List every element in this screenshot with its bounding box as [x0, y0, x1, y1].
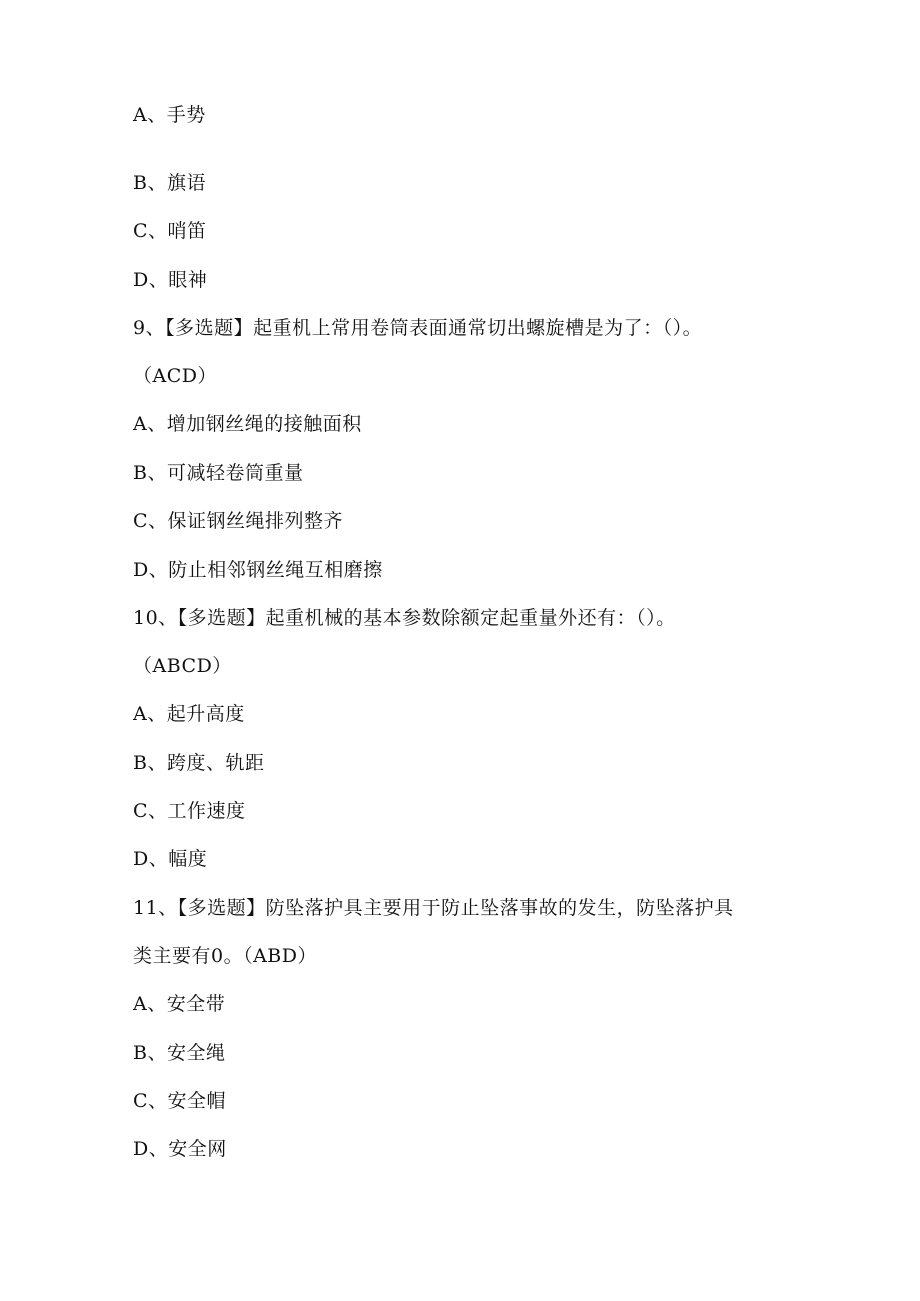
- question-stem: 9、【多选题】起重机上常用卷筒表面通常切出螺旋槽是为了：（）。: [133, 317, 703, 339]
- option-c: C、安全帽: [133, 1090, 227, 1112]
- question-stem: 11、【多选题】防坠落护具主要用于防止坠落事故的发生，防坠落护具: [133, 897, 734, 919]
- option-b: B、安全绳: [133, 1042, 226, 1064]
- question-answer: （ACD）: [133, 365, 217, 387]
- option-b: B、旗语: [133, 172, 206, 194]
- question-answer: （ABCD）: [133, 655, 232, 677]
- question-stem: 10、【多选题】起重机械的基本参数除额定起重量外还有：（）。: [133, 607, 676, 629]
- option-b: B、可减轻卷筒重量: [133, 462, 304, 484]
- question-stem-continued: 类主要有0。（ABD）: [133, 945, 318, 967]
- option-d: D、安全网: [133, 1138, 227, 1160]
- option-d: D、防止相邻钢丝绳互相磨擦: [133, 559, 383, 581]
- option-c: C、保证钢丝绳排列整齐: [133, 510, 344, 532]
- option-c: C、哨笛: [133, 220, 207, 242]
- option-d: D、幅度: [133, 848, 208, 870]
- option-a: A、起升高度: [133, 703, 245, 725]
- option-a: A、增加钢丝绳的接触面积: [133, 413, 362, 435]
- option-a: A、手势: [133, 104, 206, 126]
- option-a: A、安全带: [133, 993, 226, 1015]
- option-d: D、眼神: [133, 269, 208, 291]
- option-c: C、工作速度: [133, 800, 246, 822]
- option-b: B、跨度、轨距: [133, 752, 265, 774]
